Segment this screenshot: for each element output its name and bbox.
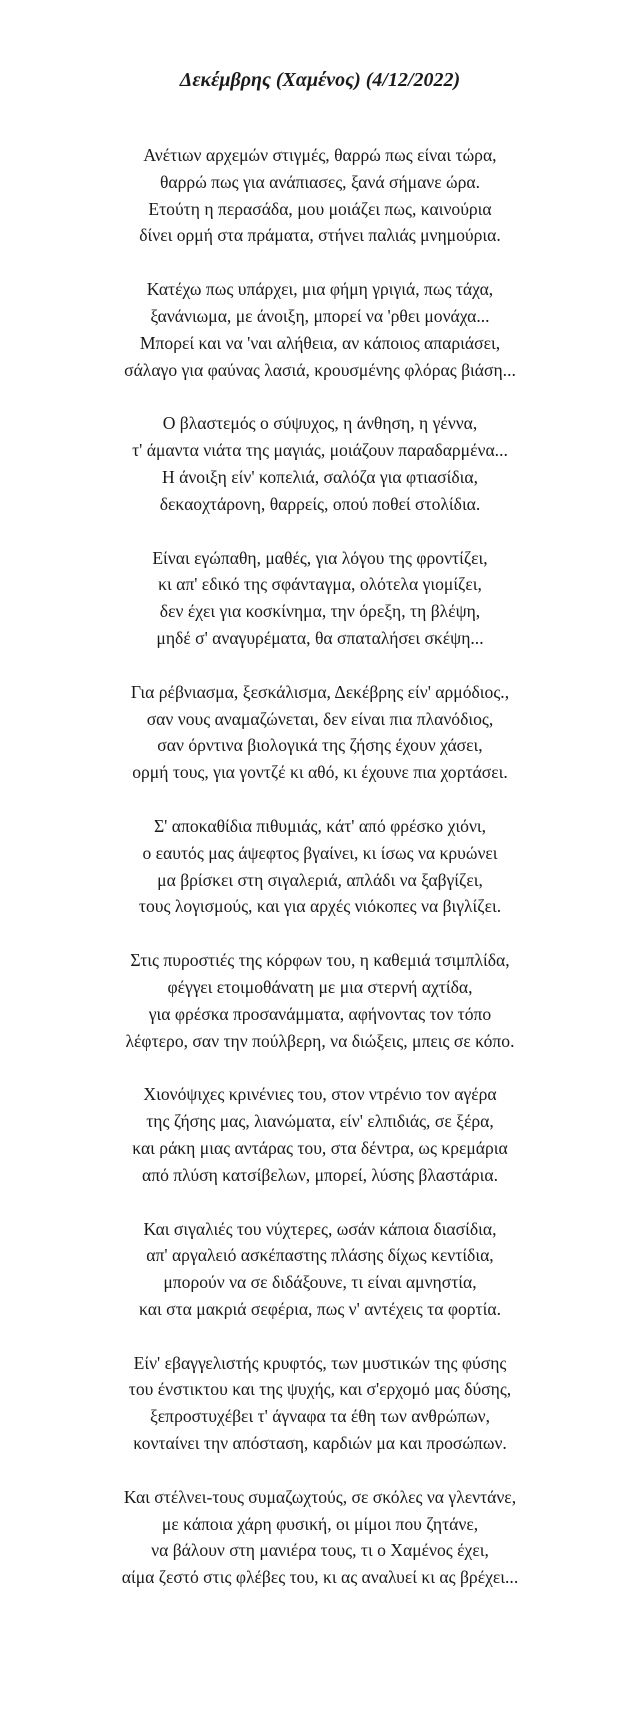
poem-stanza (0, 813, 640, 920)
poem-line: σαν όρντινα βιολογικά της ζήσης έχουν χάσει, (157, 735, 483, 756)
poem-line: Είν' εβαγγελιστής κρυφτός, των μυστικών της φύσης (133, 1352, 507, 1373)
poem-line: μα βρίσκει στη σιγαλεριά, απλάδι να ξαβγίζει, (157, 869, 483, 890)
poem-line: Στις πυροστιές της κόρφων του, η καθεμιά τσιμπλίδα, (130, 950, 510, 971)
poem-line: με κάποια χάρη φυσική, οι μίμοι που ζητάνε, (161, 1513, 479, 1534)
poem-line: μηδέ σ' αναγυρέματα, θα σπαταλήσει σκέψη... (156, 627, 484, 648)
poem-line: Για ρέβνιασμα, ξεσκάλισμα, Δεκέβρης είν' αρμόδιος., (130, 681, 510, 702)
poem-line: από πλύση κατσίβελων, μπορεί, λύσης βλαστάρια. (142, 1164, 498, 1185)
poem-stanza (0, 1484, 640, 1591)
poem-line: Ο βλαστεμός ο σύψυχος, η άνθηση, η γέννα, (162, 413, 478, 434)
poem-line: για φρέσκα προσανάμματα, αφήνοντας τον τόπο (148, 1003, 492, 1024)
poem-line: θαρρώ πως για ανάπιασες, ξανά σήμανε ώρα. (159, 171, 481, 192)
poem-line: και στα μακριά σεφέρια, πως ν' αντέχεις τα φορτία. (139, 1298, 501, 1319)
poem-stanza (0, 410, 640, 517)
poem-stanza (0, 947, 640, 1054)
poem-line: ορμή τους, για γοντζέ κι αθό, κι έχουνε πια χορτάσει. (132, 762, 508, 783)
poem-stanza (0, 679, 640, 786)
poem-stanza (0, 1216, 640, 1323)
poem-stanza (0, 1350, 640, 1457)
poem-stanza (0, 545, 640, 652)
poem-line: Ανέτιων αρχεμών στιγμές, θαρρώ πως είναι τώρα, (143, 145, 497, 165)
poem-line: Σ' αποκαθίδια πιθυμιάς, κάτ' από φρέσκο χιόνι, (153, 815, 487, 836)
poem-stanza (0, 276, 640, 383)
poem-line: τους λογισμούς, και για αρχές νιόκοπες να βιγλίζει. (138, 896, 502, 917)
poem-line: δίνει ορμή στα πράματα, στήνει παλιάς μνημούρια. (139, 225, 501, 246)
poem-line: Η άνοιξη είν' κοπελιά, σαλόζα για φτιασίδια, (162, 466, 478, 487)
poem-line: σάλαγο για φαύνας λασιά, κρουσμένης φλόρας βιάση... (124, 359, 516, 380)
poem-line: απ' αργαλειό ασκέπαστης πλάσης δίχως κεντίδια, (146, 1245, 494, 1266)
poem-line: ξανάνιωμα, με άνοιξη, μπορεί να 'ρθει μονάχα... (150, 305, 490, 326)
poem-line: σαν νους αναμαζώνεται, δεν είναι πια πλανόδιος, (146, 708, 494, 729)
poem-line: Μπορεί και να 'ναι αλήθεια, αν κάποιος απαριάσει, (139, 332, 501, 353)
poem-line: μπορούν να σε διδάξουνε, τι είναι αμνηστία, (163, 1272, 477, 1293)
poem-body (0, 142, 640, 1591)
poem-line: κονταίνει την απόσταση, καρδιών μα και προσώπων. (133, 1433, 507, 1454)
poem-line: λέφτερο, σαν την πούλβερη, να διώξεις, μπεις σε κόπο. (125, 1030, 515, 1051)
poem-line: Ετούτη η περασάδα, μου μοιάζει πως, καινούρια (148, 198, 492, 219)
poem-line: φέγγει ετοιμοθάνατη με μια στερνή αχτίδα, (167, 976, 473, 997)
poem-line: Και σιγαλιές του νύχτερες, ωσάν κάποια διασίδια, (143, 1218, 497, 1239)
poem-line: αίμα ζεστό στις φλέβες του, κι ας αναλυεί κι ας βρέχει... (121, 1567, 519, 1588)
poem-line: του ένστικτου και της ψυχής, και σ'ερχομό μας δύσης, (128, 1379, 512, 1400)
poem-line: Χιονόψιχες κρινένιες του, στον ντρένιο τον αγέρα (143, 1084, 497, 1105)
poem-stanza (0, 1081, 640, 1188)
poem-stanza (0, 142, 640, 249)
poem-line: της ζήσης μας, λιανώματα, είν' ελπιδιάς, σε ξέρα, (146, 1111, 494, 1132)
poem-line: τ' άμαντα νιάτα της μαγιάς, μοιάζουν παραδαρμένα... (132, 440, 508, 461)
poem-line: να βάλουν στη μανιέρα τους, τι ο Χαμένος έχει, (151, 1540, 489, 1561)
poem-line: Και στέλνει-τους συμαζωχτούς, σε σκόλες να γλεντάνε, (123, 1486, 517, 1507)
poem-line: δεκαοχτάρονη, θαρρείς, οπού ποθεί στολίδια. (159, 493, 481, 514)
poem-line: Κατέχω πως υπάρχει, μια φήμη γριγιά, πως τάχα, (146, 279, 494, 300)
poem-line: Είναι εγώπαθη, μαθές, για λόγου της φροντίζει, (152, 547, 488, 568)
poem-title: Δεκέμβρης (Χαμένος) (4/12/2022) (179, 69, 461, 91)
poem-line: κι απ' εδικό της σφάνταγμα, ολότελα γιομίζει, (158, 574, 482, 595)
poem-line: δεν έχει για κοσκίνημα, την όρεξη, τη βλέψη, (159, 601, 481, 622)
poem-line: ξεπροστυχέβει τ' άγναφα τα έθη των ανθρώπων, (149, 1406, 491, 1427)
poem-line: και ράκη μιας αντάρας του, στα δέντρα, ως κρεμάρια (132, 1137, 508, 1158)
poem-line: ο εαυτός μας άψεφτος βγαίνει, κι ίσως να κρυώνει (142, 842, 498, 863)
